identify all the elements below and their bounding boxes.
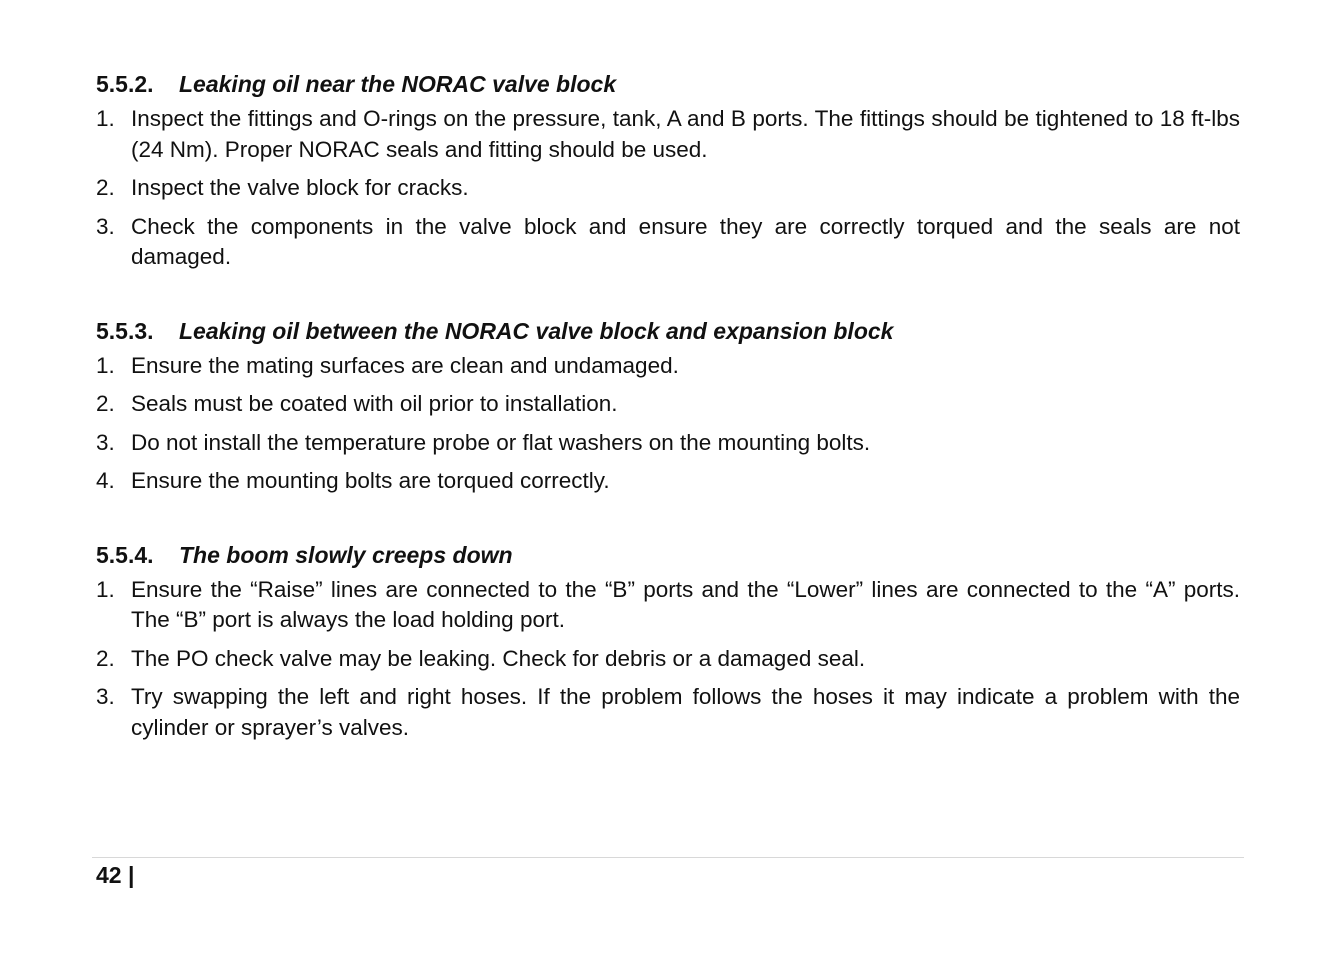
step-number: 2. — [96, 391, 115, 416]
list-item — [96, 428, 1240, 459]
section-5-5-3 — [96, 313, 1240, 497]
step-number: 3. — [96, 429, 115, 455]
step-text: Do not install the temperature probe or flat washers on the mounting bolts. — [131, 429, 871, 455]
list-item — [96, 351, 1240, 382]
section-title: The boom slowly creeps down — [179, 541, 513, 568]
section-number: 5.5.2. — [96, 71, 154, 97]
section-5-5-2 — [96, 66, 1240, 273]
step-text: Seals must be coated with oil prior to installation. — [131, 391, 618, 416]
step-number: 1. — [96, 576, 115, 602]
footer-divider — [92, 857, 1244, 858]
step-text: Ensure the mounting bolts are torqued correctly. — [131, 468, 610, 493]
list-item — [96, 575, 1240, 636]
step-text: Inspect the fittings and O-rings on the pressure, tank, A and B ports. The fittings should be tightened to 18 ft-lbs (24 Nm). Proper NORAC seals and fitting should be used. — [131, 106, 1240, 162]
list-item — [96, 389, 1240, 420]
section-heading — [96, 537, 1240, 573]
step-list — [96, 104, 1240, 273]
list-item — [96, 682, 1240, 743]
step-number: 3. — [96, 684, 115, 709]
step-number: 1. — [96, 352, 115, 378]
section-heading — [96, 66, 1240, 102]
step-list — [96, 351, 1240, 497]
list-item — [96, 466, 1240, 497]
list-item — [96, 173, 1240, 204]
list-item — [96, 212, 1240, 273]
step-number: 4. — [96, 468, 115, 493]
step-text: Ensure the mating surfaces are clean and undamaged. — [131, 352, 679, 378]
page-number: 42 | — [96, 862, 135, 888]
step-number: 2. — [96, 645, 115, 671]
step-text: The PO check valve may be leaking. Check for debris or a damaged seal. — [131, 645, 866, 671]
section-number: 5.5.3. — [96, 317, 154, 344]
step-number: 3. — [96, 213, 115, 239]
step-number: 1. — [96, 106, 115, 131]
list-item — [96, 104, 1240, 165]
step-text: Ensure the “Raise” lines are connected to the “B” ports and the “Lower” lines are connected to the “A” ports. The “B” port is always the load holding port. — [131, 576, 1240, 632]
section-title: Leaking oil between the NORAC valve block and expansion block — [179, 317, 894, 344]
section-5-5-4 — [96, 537, 1240, 744]
section-number: 5.5.4. — [96, 541, 154, 568]
list-item — [96, 644, 1240, 675]
section-title: Leaking oil near the NORAC valve block — [179, 71, 617, 97]
document-page — [96, 66, 1240, 783]
step-number: 2. — [96, 175, 115, 200]
step-text: Check the components in the valve block and ensure they are correctly torqued and the seals are not damaged. — [131, 213, 1240, 269]
step-text: Inspect the valve block for cracks. — [131, 175, 469, 200]
step-text: Try swapping the left and right hoses. If the problem follows the hoses it may indicate a problem with the cylinder or sprayer’s valves. — [131, 684, 1240, 740]
step-list — [96, 575, 1240, 744]
section-heading — [96, 313, 1240, 349]
